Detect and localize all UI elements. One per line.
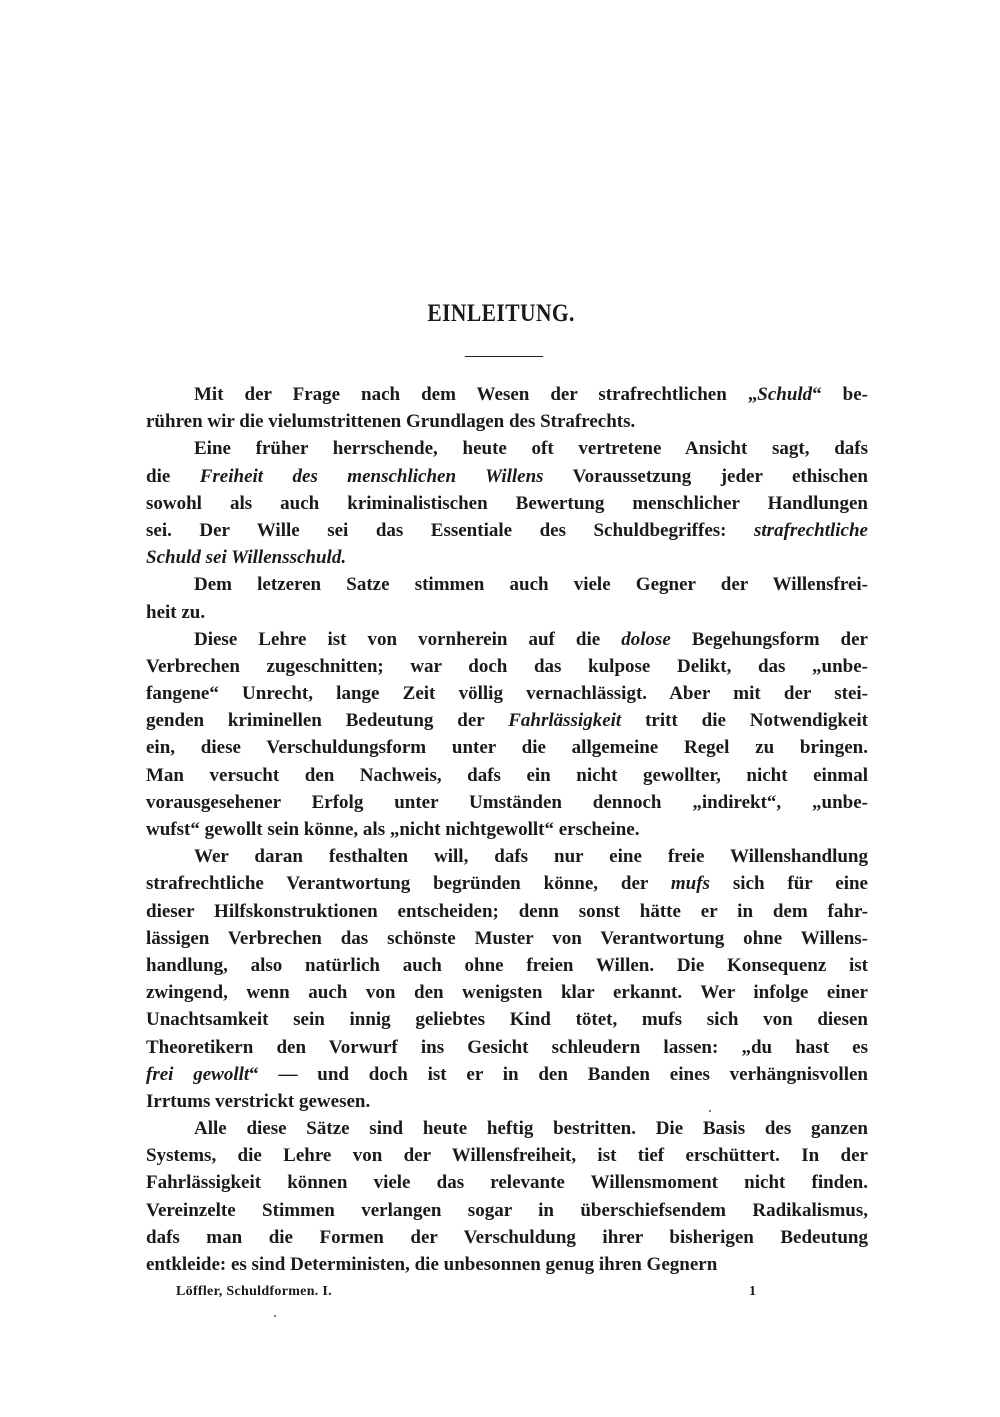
- text-run: handlung, also natürlich auch ohne freien Willen. Die Konsequenz ist: [146, 954, 868, 976]
- text-line: [146, 707, 868, 734]
- text-run: Diese Lehre ist von vornherein auf die: [194, 628, 622, 650]
- text-line: [146, 1088, 868, 1115]
- text-line: [146, 734, 868, 761]
- text-run: dieser Hilfskonstruktionen entscheiden; denn sonst hätte er in dem fahr-: [146, 900, 868, 922]
- text-run: “ be-: [812, 384, 868, 405]
- text-line: [146, 789, 868, 816]
- text-run: dolose: [621, 628, 671, 650]
- text-line: [146, 680, 868, 707]
- text-run: Irrtums verstrickt gewesen.: [146, 1090, 371, 1112]
- paragraph: [146, 1115, 868, 1278]
- text-run: Begehungsform der: [670, 628, 868, 650]
- text-run: Theoretikern den Vorwurf ins Gesicht schleudern lassen: „du hast es: [146, 1036, 868, 1058]
- footer-signature: Löffler, Schuldformen. I.: [176, 1284, 332, 1299]
- text-run: die: [146, 465, 200, 487]
- body-text: [146, 381, 868, 1278]
- text-run: dafs man die Formen der Verschuldung ihrer bisherigen Bedeutung: [146, 1226, 868, 1248]
- text-line: [146, 599, 868, 626]
- text-run: heit zu.: [146, 601, 206, 623]
- text-run: Freiheit des menschlichen Willens: [199, 465, 544, 487]
- text-run: Fahrlässigkeit können viele das relevante Willensmoment nicht finden.: [146, 1172, 868, 1194]
- text-line: [146, 870, 868, 897]
- text-run: ein, diese Verschuldungsform unter die allgemeine Regel zu bringen.: [146, 737, 868, 759]
- text-line: [146, 1006, 868, 1033]
- text-run: Unachtsamkeit sein innig geliebtes Kind tötet, mufs sich von diesen: [146, 1009, 868, 1031]
- text-run: Schuld: [757, 384, 813, 405]
- text-line: [146, 1169, 868, 1196]
- text-run: lässigen Verbrechen das schönste Muster von Verantwortung ohne Willens-: [146, 927, 868, 949]
- text-line: [146, 1142, 868, 1169]
- text-run: Voraussetzung jeder ethischen: [543, 465, 868, 487]
- text-run: Eine früher herrschende, heute oft vertretene Ansicht sagt, dafs: [194, 438, 868, 460]
- title-rule: [465, 356, 543, 357]
- text-run: rühren wir die vielumstrittenen Grundlagen des Strafrechts.: [146, 411, 636, 433]
- text-line: [146, 1034, 868, 1061]
- text-line: [146, 463, 868, 490]
- text-line: [146, 381, 868, 408]
- text-run: Verbrechen zugeschnitten; war doch das kulpose Delikt, das „unbe-: [146, 655, 868, 677]
- text-line: [146, 925, 868, 952]
- text-run: sei. Der Wille sei das Essentiale des Schuldbegriffes:: [146, 519, 754, 541]
- paragraph: [146, 843, 868, 1115]
- text-line: [146, 1061, 868, 1088]
- text-run: “ — und doch ist er in den Banden eines verhängnisvollen: [249, 1063, 868, 1085]
- text-run: sich für eine: [709, 873, 868, 895]
- paragraph: [146, 626, 868, 844]
- text-line: [146, 571, 868, 598]
- text-line: [146, 490, 868, 517]
- text-line: [146, 952, 868, 979]
- text-run: Mit der Frage nach dem Wesen der strafrechtlichen „: [194, 384, 758, 405]
- text-run: wufst“ gewollt sein könne, als „nicht nichtgewollt“ erscheine.: [146, 819, 640, 840]
- text-line: [146, 816, 868, 843]
- text-line: [146, 1224, 868, 1251]
- text-line: [146, 653, 868, 680]
- text-run: Wer daran festhalten will, dafs nur eine freie Willenshandlung: [194, 846, 868, 868]
- text-run: Systems, die Lehre von der Willensfreiheit, ist tief erschüttert. In der: [146, 1145, 868, 1167]
- text-line: [146, 408, 868, 435]
- text-run: Man versucht den Nachweis, dafs ein nicht gewollter, nicht einmal: [146, 764, 868, 786]
- speck: [709, 1110, 711, 1112]
- page-footer: [176, 1284, 756, 1306]
- text-run: tritt die Notwendigkeit: [621, 710, 869, 732]
- text-line: [146, 898, 868, 925]
- paragraph: [146, 435, 868, 571]
- text-line: [146, 1197, 868, 1224]
- text-line: [146, 626, 868, 653]
- text-run: genden kriminellen Bedeutung der: [146, 710, 509, 732]
- text-run: vorausgesehener Erfolg unter Umständen dennoch „indirekt“, „unbe-: [146, 791, 868, 813]
- text-run: sowohl als auch kriminalistischen Bewertung menschlicher Handlungen: [146, 492, 868, 514]
- text-line: [146, 843, 868, 870]
- text-run: zwingend, wenn auch von den wenigsten klar erkannt. Wer infolge einer: [146, 982, 868, 1004]
- text-run: strafrechtliche: [754, 519, 868, 541]
- text-line: [146, 544, 868, 571]
- text-run: mufs: [670, 873, 710, 895]
- text-line: [146, 979, 868, 1006]
- text-line: [146, 1251, 868, 1278]
- text-run: strafrechtliche Verantwortung begründen könne, der: [146, 873, 671, 895]
- text-run: Schuld sei Willensschuld.: [146, 547, 347, 569]
- text-run: frei gewollt: [146, 1063, 250, 1085]
- page-number: 1: [749, 1284, 756, 1299]
- text-run: Vereinzelte Stimmen verlangen sogar in überschiefsendem Radikalismus,: [146, 1199, 868, 1221]
- paragraph: [146, 381, 868, 435]
- text-run: fangene“ Unrecht, lange Zeit völlig vernachlässigt. Aber mit der stei-: [146, 683, 868, 705]
- text-run: Fahrlässigkeit: [508, 710, 622, 732]
- text-line: [146, 435, 868, 462]
- text-run: Dem letzeren Satze stimmen auch viele Gegner der Willensfrei-: [194, 574, 868, 596]
- paragraph: [146, 571, 868, 625]
- text-line: [146, 762, 868, 789]
- chapter-title: EINLEITUNG.: [427, 300, 575, 327]
- text-run: Alle diese Sätze sind heute heftig bestritten. Die Basis des ganzen: [194, 1118, 868, 1140]
- text-line: [146, 517, 868, 544]
- text-line: [146, 1115, 868, 1142]
- text-run: entkleide: es sind Deterministen, die unbesonnen genug ihren Gegnern: [146, 1254, 718, 1275]
- speck: [274, 1315, 276, 1317]
